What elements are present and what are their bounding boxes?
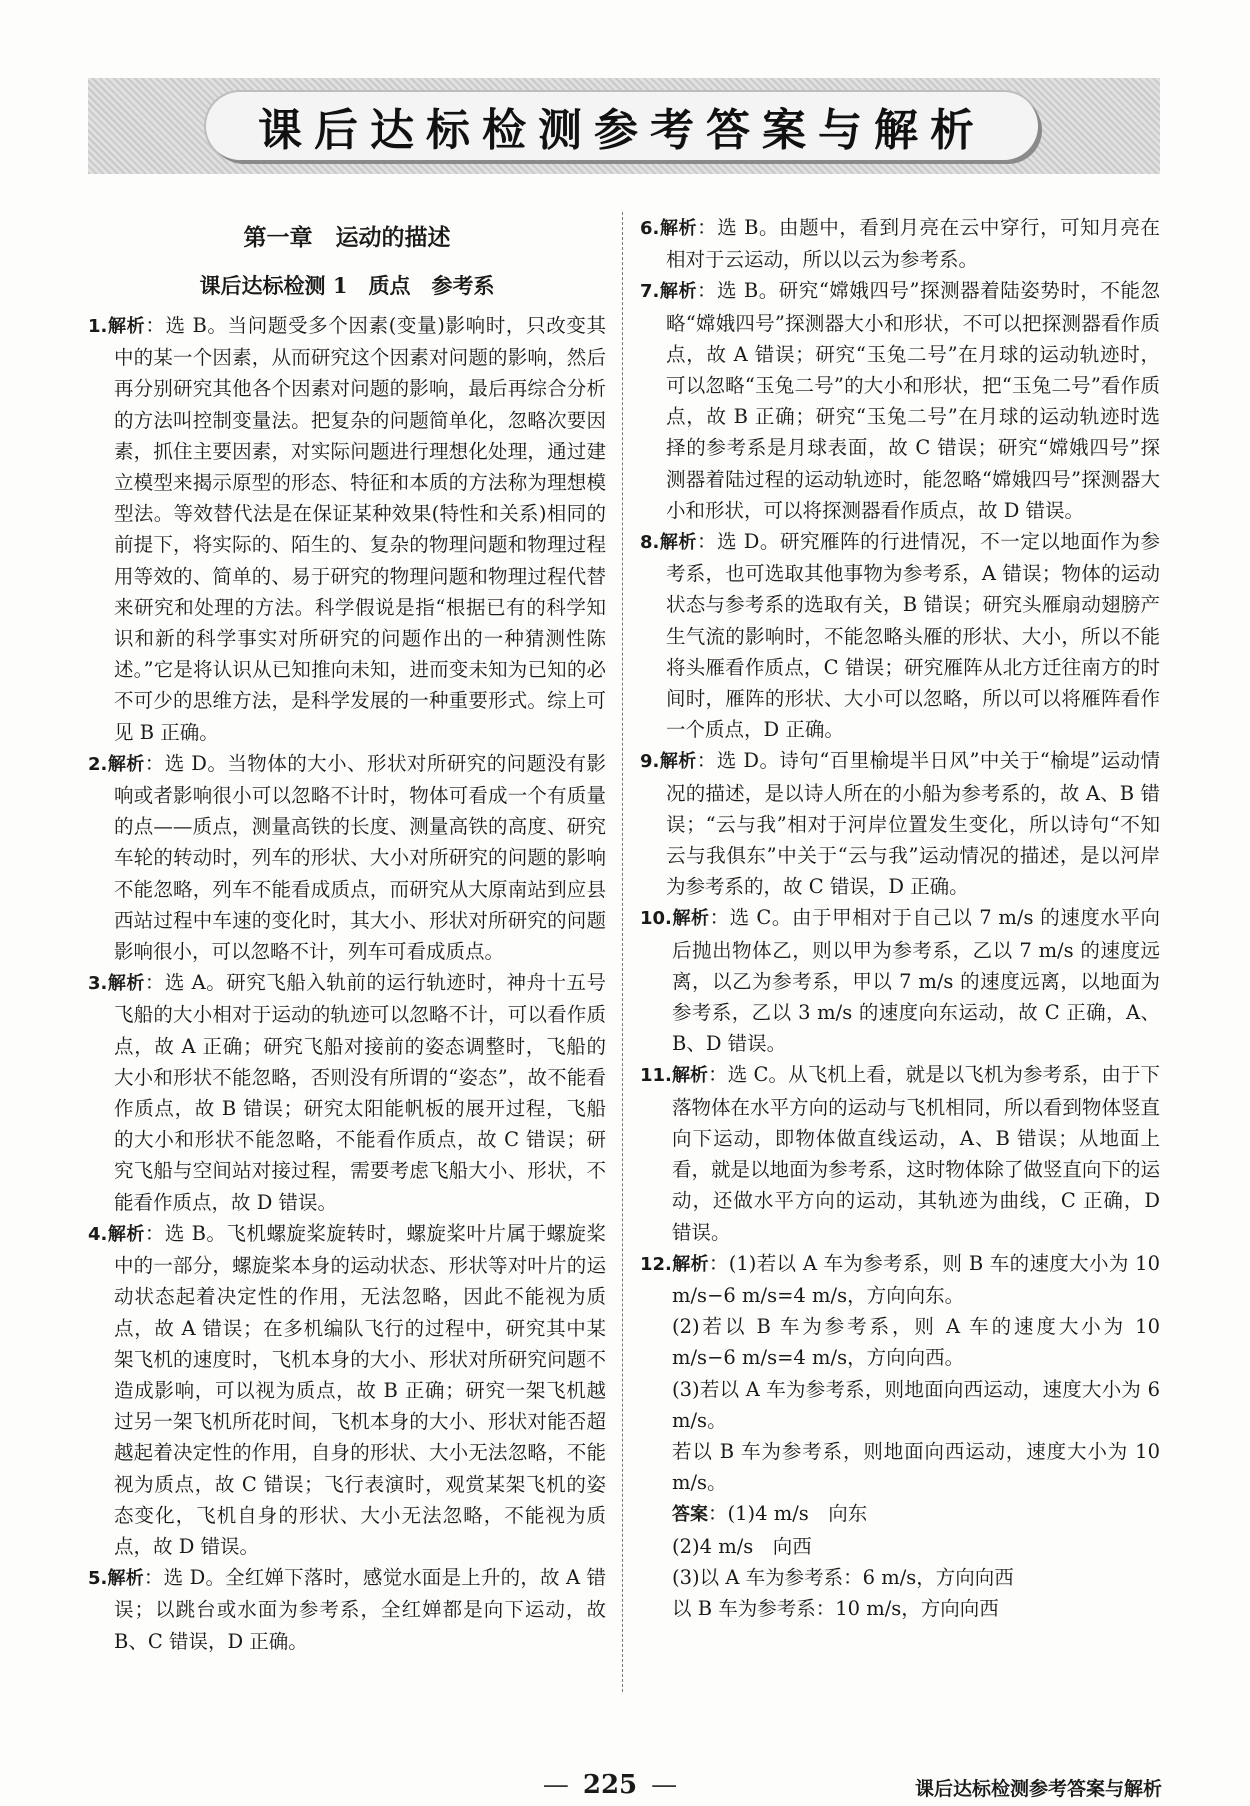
q12-answer-2: (2)4 m/s 向西 <box>672 1534 812 1558</box>
left-column <box>88 212 606 1657</box>
analysis-label: 解析 <box>659 751 697 773</box>
analysis-label: 解析 <box>659 218 698 239</box>
analysis-label: 解析 <box>107 753 145 775</box>
question-item <box>88 967 606 1218</box>
q12-answer <box>640 1498 1160 1530</box>
right-column <box>640 212 1160 1624</box>
analysis-label: 解析 <box>671 1065 709 1087</box>
question-number: 8. <box>640 532 660 554</box>
analysis-label: 解析 <box>659 532 697 554</box>
analysis-text: ：选 B。飞机螺旋桨旋转时，螺旋桨叶片属于螺旋桨中的一部分，螺旋桨本身的运动状态、形状等对叶片的运动状态起着决定性的作用，无法忽略，因此不能视为质点，故 A 错误；在多机编队飞行的过程中，研究其中某架飞机的速度时，飞机本身的大小、形状对所研究问题不造成影响，可以视为质点，故 B 正确；研究一架飞机越过另一架飞机所花时间，飞机本身的大小、形状对能否超越起着决定性的作用，自身的形状、大小无法忽略，不能视为质点，故 C 错误；飞行表演时，观赏某架飞机的姿态变化，飞机自身的形状、大小无法忽略，不能视为质点，故 D 错误。 <box>114 1221 607 1558</box>
question-item <box>640 902 1160 1059</box>
left-items <box>88 310 606 1657</box>
section-title: 课后达标检测 1 质点 参考系 <box>199 273 495 298</box>
question-number: 9. <box>640 751 660 773</box>
q12-sub-3a: (3)若以 A 车为参考系，则地面向西运动，速度大小为 6 m/s。 <box>672 1377 1160 1432</box>
footer-title: 课后达标检测参考答案与解析 <box>914 1778 1162 1800</box>
q12-sub-3b: 若以 B 车为参考系，则地面向西运动，速度大小为 10 m/s。 <box>672 1439 1160 1495</box>
q12-sub-2: (2)若以 B 车为参考系，则 A 车的速度大小为 10 m/s−6 m/s=4 m/s，方向向西。 <box>672 1315 1160 1370</box>
right-items <box>640 212 1160 1311</box>
chapter-title: 第一章 运动的描述 <box>243 224 451 251</box>
question-item <box>88 310 606 748</box>
question-number: 11. <box>640 1065 672 1087</box>
answer-line: ：(1)4 m/s 向东 <box>708 1502 868 1526</box>
analysis-label: 解析 <box>107 1568 144 1590</box>
analysis-label: 解析 <box>107 973 145 995</box>
analysis-text: ：选 D。全红婵下落时，感觉水面是上升的，故 A 错误；以跳台或水面为参考系，全红婵都是向下运动，故 B、C 错误，D 正确。 <box>114 1566 607 1653</box>
answer-label: 答案 <box>672 1504 708 1526</box>
q12-subparts <box>640 1311 1160 1624</box>
analysis-text: ：选 B。研究“嫦娥四号”探测器着陆姿势时，不能忽略“嫦娥四号”探测器大小和形状，不可以把探测器看作质点，故 A 错误；研究“玉兔二号”在月球的运动轨迹时，可以忽略“玉兔二号”的大小和形状，把“玉兔二号”看作质点，故 B 正确；研究“玉兔二号”在月球的运动轨迹时选择的参考系是月球表面，故 C 错误；研究“嫦娥四号”探测器着陆过程的运动轨迹时，能忽略“嫦娥四号”探测器大小和形状，可以将探测器看作质点，故 D 错误。 <box>666 279 1161 522</box>
question-item <box>640 745 1160 902</box>
question-item <box>88 1218 606 1562</box>
question-item <box>640 1248 1160 1311</box>
analysis-label: 解析 <box>659 281 698 303</box>
analysis-text: ：选 D。研究雁阵的行进情况，不一定以地面作为参考系，也可选取其他事物为参考系，A 错误；物体的运动状态与参考系的选取有关，B 错误；研究头雁扇动翅膀产生气流的影响时，不能忽略头雁的形状、大小，所以不能将头雁看作质点，C 错误；研究雁阵从北方迁往南方的时间时，雁阵的形状、大小可以忽略，所以可以将雁阵看作一个质点，D 正确。 <box>666 530 1160 742</box>
analysis-text: ：选 B。当问题受多个因素(变量)影响时，只改变其中的某一个因素，从而研究这个因素对问题的影响，然后再分别研究其他各个因素对问题的影响，最后再综合分析的方法叫控制变量法。把复杂的问题简单化，忽略次要因素，抓住主要因素，对实际问题进行理想化处理，通过建立模型来揭示原型的形态、特征和本质的方法称为理想模型法。等效替代法是在保证某种效果(特性和关系)相同的前提下，将实际的、陌生的、复杂的物理问题和物理过程用等效的、简单的、易于研究的物理问题和物理过程代替来研究和处理的方法。科学假说是指“根据已有的科学知识和新的科学事实对所研究的问题作出的一种猜测性陈述。”它是将认识从已知推向未知，进而变未知为已知的必不可少的思维方法，是科学发展的一种重要形式。综上可见 B 正确。 <box>114 314 607 744</box>
analysis-text: ：选 D。诗句“百里榆堤半日风”中关于“榆堤”运动情况的描述，是以诗人所在的小船为参考系的，故 A、B 错误；“云与我”相对于河岸位置发生变化，所以诗句“不知云与我俱东”中关于“云与我”运动情况的描述，是以河岸为参考系的，故 C 错误，D 正确。 <box>666 749 1160 899</box>
question-item <box>640 1059 1160 1247</box>
header-banner <box>88 78 1160 174</box>
question-number: 4. <box>88 1223 108 1245</box>
question-number: 1. <box>88 316 108 337</box>
question-item <box>640 526 1160 745</box>
question-number: 7. <box>640 281 660 303</box>
analysis-text: ：选 C。从飞机上看，就是以飞机为参考系，由于下落物体在水平方向的运动与飞机相同，所以看到物体竖直向下运动，即物体做直线运动，A、B 错误；从地面上看，就是以地面为参考系，这时物体除了做竖直向下的运动，还做水平方向的运动，其轨迹为曲线，C 正确，D 错误。 <box>672 1063 1160 1244</box>
question-number: 10. <box>640 908 672 930</box>
header-banner-plate <box>206 92 1038 160</box>
analysis-label: 解析 <box>671 908 710 930</box>
analysis-text: ：选 B。由题中，看到月亮在云中穿行，可知月亮在相对于云运动，所以以云为参考系。 <box>666 216 1161 272</box>
question-number: 2. <box>88 753 108 775</box>
analysis-label: 解析 <box>107 316 146 337</box>
question-number: 5. <box>88 1568 108 1590</box>
question-item <box>640 212 1160 275</box>
analysis-text: ：选 D。当物体的大小、形状对所研究的问题没有影响或者影响很小可以忽略不计时，物体可看成一个有质量的点——质点，测量高铁的长度、测量高铁的高度、研究车轮的转动时，列车的形状、大小对所研究的问题的影响不能忽略，列车不能看成质点，而研究从大原南站到应县西站过程中车速的变化时，其大小、形状对所研究的问题影响很小，可以忽略不计，列车可看成质点。 <box>114 751 606 964</box>
page-number: 225 <box>582 1770 638 1800</box>
question-item <box>88 1562 606 1657</box>
analysis-text: ：选 C。由于甲相对于自己以 7 m/s 的速度水平向后抛出物体乙，则以甲为参考系，乙以 7 m/s 的速度远离，以乙为参考系，甲以 7 m/s 的速度远离，以地面为参考系，乙以 3 m/s 的速度向东运动，故 C 正确，A、B、D 错误。 <box>672 906 1160 1056</box>
page-number-footer: — 225 — <box>542 1770 678 1800</box>
analysis-text: ：(1)若以 A 车为参考系，则 B 车的速度大小为 10 m/s−6 m/s=4 m/s，方向向东。 <box>672 1251 1161 1307</box>
q12-answer-3b: 以 B 车为参考系：10 m/s，方向向西 <box>672 1596 999 1620</box>
analysis-label: 解析 <box>671 1253 709 1275</box>
question-number: 6. <box>640 218 660 239</box>
column-divider <box>622 212 623 1692</box>
analysis-label: 解析 <box>107 1223 145 1245</box>
question-number: 12. <box>640 1253 672 1275</box>
q12-answer-3a: (3)以 A 车为参考系：6 m/s，方向向西 <box>672 1565 1014 1589</box>
analysis-text: ：选 A。研究飞船入轨前的运行轨迹时，神舟十五号飞船的大小相对于运动的轨迹可以忽略不计，可以看作质点，故 A 正确；研究飞船对接前的姿态调整时，飞船的大小和形状不能忽略，否则没有所谓的“姿态”，故不能看作质点，故 B 错误；研究太阳能帆板的展开过程，飞船的大小和形状不能忽略，不能看作质点，故 C 错误；研究飞船与空间站对接过程，需要考虑飞船大小、形状，不能看作质点，故 D 错误。 <box>114 971 607 1214</box>
page-title: 课后达标检测参考答案与解析 <box>258 105 986 156</box>
question-item <box>640 275 1160 526</box>
question-item <box>88 748 606 967</box>
question-number: 3. <box>88 973 108 995</box>
